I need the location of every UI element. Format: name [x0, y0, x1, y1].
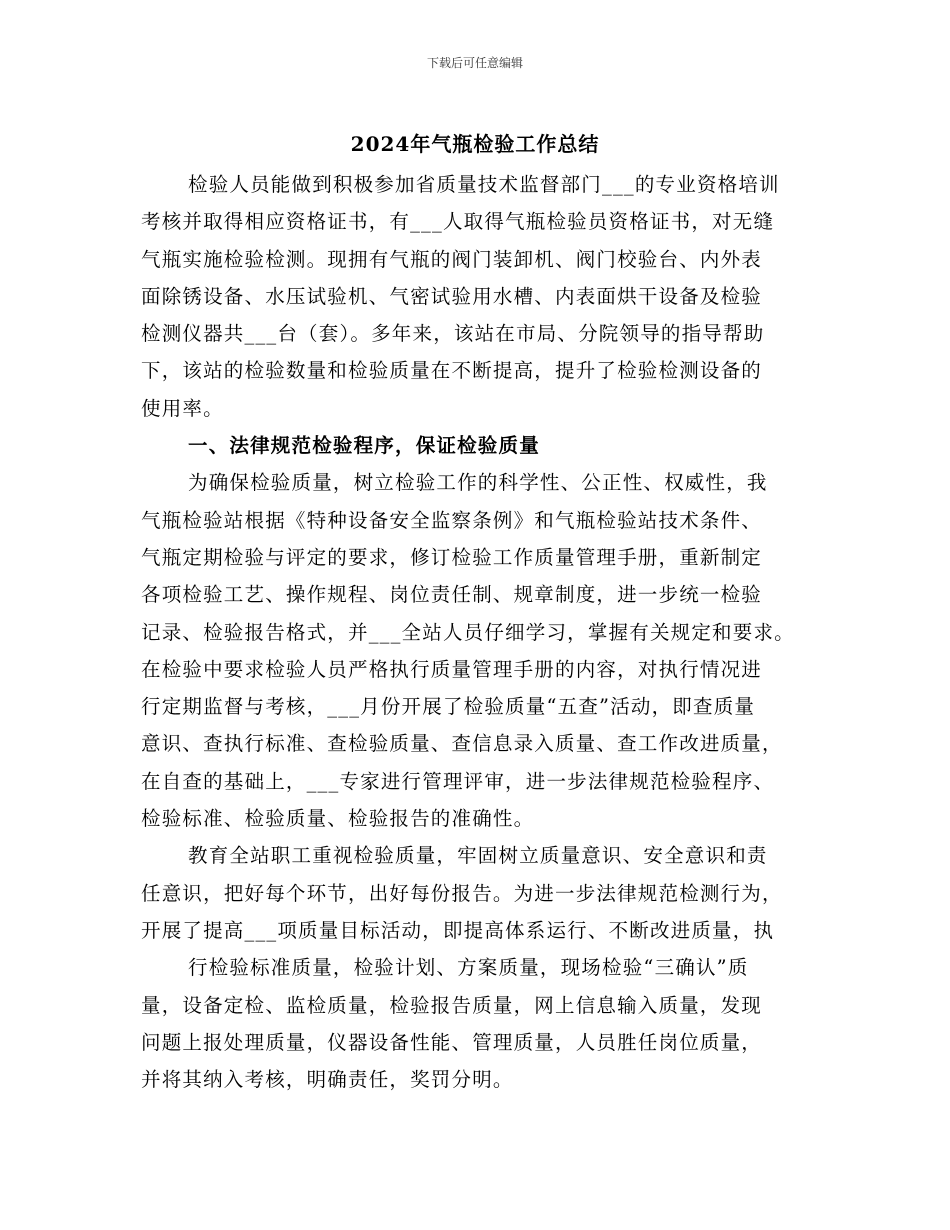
text-line: 并将其纳入考核，明确责任，奖罚分明。 [141, 1068, 514, 1092]
text-line: 气瓶定期检验与评定的要求，修订检验工作质量管理手册，重新制定 [141, 545, 763, 569]
document-body [141, 166, 821, 1098]
text-line: 面除锈设备、水压试验机、气密试验用水槽、内表面烘干设备及检验 [141, 284, 763, 308]
text-line: 为确保检验质量，树立检验工作的科学性、公正性、权威性，我 [188, 471, 768, 495]
text-line: 使用率。 [141, 396, 224, 420]
text-line: 下，该站的检验数量和检验质量在不断提高，提升了检验检测设备的 [141, 359, 763, 383]
text-line: 记录、检验报告格式，并___全站人员仔细学习，掌握有关规定和要求。 [141, 620, 795, 644]
text-line: 气瓶检验站根据《特种设备安全监察条例》和气瓶检验站技术条件、 [141, 508, 763, 532]
text-line: 在自查的基础上，___专家进行管理评审，进一步法律规范检验程序、 [141, 769, 775, 793]
page-header-note: 下载后可任意编辑 [426, 56, 523, 70]
text-line: 任意识，把好每个环节，出好每份报告。为进一步法律规范检测行为， [141, 881, 783, 905]
document-title: 2024年气瓶检验工作总结 [350, 132, 600, 156]
text-line: 问题上报处理质量，仪器设备性能、管理质量，人员胜任岗位质量， [141, 1030, 763, 1054]
text-line: 行定期监督与考核，___月份开展了检验质量“五查”活动，即查质量 [141, 695, 756, 719]
text-line: 考核并取得相应资格证书，有___人取得气瓶检验员资格证书，对无缝 [141, 210, 775, 234]
text-line: 检测仪器共___台（套）。多年来，该站在市局、分院领导的指导帮助 [141, 322, 765, 346]
text-line: 量，设备定检、监检质量，检验报告质量，网上信息输入质量，发现 [141, 993, 763, 1017]
text-line: 气瓶实施检验检测。现拥有气瓶的阀门装卸机、阀门校验台、内外表 [141, 247, 763, 271]
text-line: 在检验中要求检验人员严格执行质量管理手册的内容，对执行情况进 [141, 657, 763, 681]
text-line: 教育全站职工重视检验质量，牢固树立质量意识、安全意识和责 [188, 844, 768, 868]
text-line: 各项检验工艺、操作规程、岗位责任制、规章制度，进一步统一检验 [141, 583, 763, 607]
section-heading: 一、法律规范检验程序，保证检验质量 [188, 434, 540, 458]
text-line: 开展了提高___项质量目标活动，即提高体系运行、不断改进质量，执 [141, 918, 775, 942]
text-line: 检验标准、检验质量、检验报告的准确性。 [141, 807, 535, 831]
text-line: 行检验标准质量，检验计划、方案质量，现场检验“三确认”质 [188, 956, 749, 980]
text-line: 意识、查执行标准、查检验质量、查信息录入质量、查工作改进质量， [141, 732, 783, 756]
text-line: 检验人员能做到积极参加省质量技术监督部门___的专业资格培训 [188, 173, 780, 196]
